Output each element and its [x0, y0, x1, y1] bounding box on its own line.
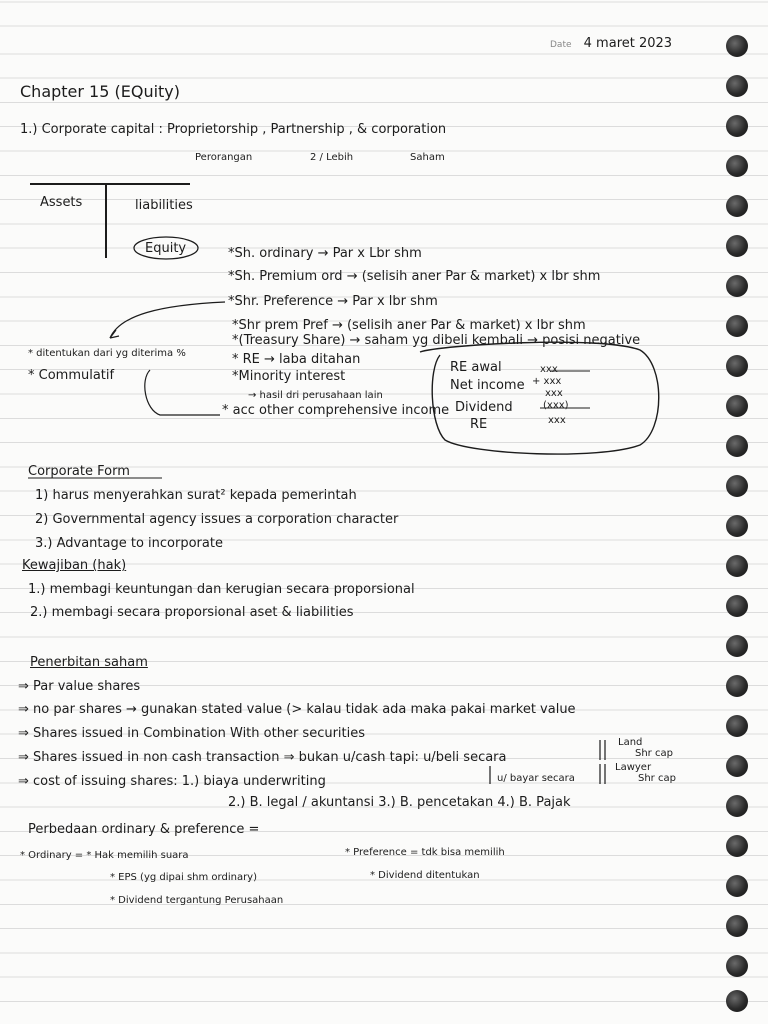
re-label: RE [470, 417, 488, 432]
left-note: * Commulatif [28, 368, 115, 383]
penerbitan-heading: Penerbitan saham [30, 655, 148, 670]
re-value: xxx [548, 415, 566, 426]
date-label: Date [550, 40, 572, 50]
ordinary-item: * Dividend tergantung Perusahaan [110, 895, 284, 906]
intro-line: 1.) Corporate capital : Proprietorship , Partnership , & corporation [20, 122, 447, 137]
liabilities-label: liabilities [135, 198, 193, 213]
preference-item: * Preference = tdk bisa memilih [345, 847, 505, 858]
intro-sub-saham: Saham [410, 152, 445, 163]
assets-label: Assets [40, 195, 83, 210]
re-value: xxx [540, 364, 558, 375]
re-value: + xxx [532, 376, 562, 387]
equity-item: *(Treasury Share) → saham yg dibeli kembali → posisi negative [232, 333, 641, 348]
kewajiban-heading: Kewajiban (hak) [22, 558, 127, 573]
corporate-form-item: 3.) Advantage to incorporate [35, 536, 223, 551]
penerbitan-item: 2.) B. legal / akuntansi 3.) B. pencetakan 4.) B. Pajak [228, 795, 571, 810]
equity-item: * RE → laba ditahan [232, 352, 361, 367]
arrow-head [110, 330, 119, 338]
penerbitan-item: ⇒ Shares issued in Combination With other securities [18, 726, 366, 741]
equity-item: *Sh. Premium ord → (selisih aner Par & market) x lbr shm [228, 269, 601, 284]
corporate-form-item: 1) harus menyerahkan surat² kepada pemerintah [35, 488, 357, 503]
equity-label: Equity [145, 241, 187, 256]
equity-item: *Shr. Preference → Par x lbr shm [228, 294, 438, 309]
ordinary-item: * EPS (yg dipai shm ordinary) [110, 872, 258, 883]
re-label: Dividend [455, 400, 513, 415]
penerbitan-side-note: Land [618, 737, 643, 748]
equity-item: → hasil dri perusahaan lain [248, 390, 383, 401]
left-note: * ditentukan dari yg diterima % [28, 348, 186, 359]
penerbitan-item: ⇒ no par shares → gunakan stated value (> kalau tidak ada maka pakai market value [18, 702, 576, 717]
intro-sub-perorangan: Perorangan [195, 152, 253, 163]
equity-item: *Minority interest [232, 369, 346, 384]
penerbitan-side-note: Shr cap [635, 748, 673, 759]
equity-item: *Shr prem Pref → (selisih aner Par & market) x lbr shm [232, 318, 586, 333]
re-value: xxx [545, 388, 563, 399]
kewajiban-item: 2.) membagi secara proporsional aset & liabilities [30, 605, 354, 620]
corporate-form-item: 2) Governmental agency issues a corporation character [35, 512, 399, 527]
penerbitan-side-note: Lawyer [615, 762, 652, 773]
re-label: Net income [450, 378, 525, 393]
perbedaan-heading: Perbedaan ordinary & preference = [28, 822, 260, 837]
bracket-line [145, 370, 220, 415]
ordinary-item: * Ordinary = * Hak memilih suara [20, 850, 189, 861]
penerbitan-item: ⇒ Shares issued in non cash transaction ⇒ bukan u/cash tapi: u/beli secara [18, 750, 507, 765]
date-value: 4 maret 2023 [583, 36, 673, 51]
page-title: Chapter 15 (EQuity) [20, 82, 181, 101]
re-value: (xxx) [543, 400, 569, 411]
preference-item: * Dividend ditentukan [370, 870, 480, 881]
penerbitan-item: ⇒ Par value shares [18, 679, 141, 694]
intro-sub-lebih: 2 / Lebih [310, 152, 354, 163]
penerbitan-side-note: Shr cap [638, 773, 676, 784]
re-box-outline [420, 342, 659, 454]
penerbitan-item: ⇒ cost of issuing shares: 1.) biaya underwriting [18, 774, 326, 789]
preference-arrow [110, 302, 225, 338]
corporate-form-heading: Corporate Form [28, 464, 130, 479]
kewajiban-item: 1.) membagi keuntungan dan kerugian secara proporsional [28, 582, 415, 597]
penerbitan-side-note: u/ bayar secara [497, 773, 575, 784]
re-label: RE awal [450, 360, 502, 375]
equity-item: *Sh. ordinary → Par x Lbr shm [228, 246, 422, 261]
equity-item: * acc other comprehensive income [222, 403, 450, 418]
